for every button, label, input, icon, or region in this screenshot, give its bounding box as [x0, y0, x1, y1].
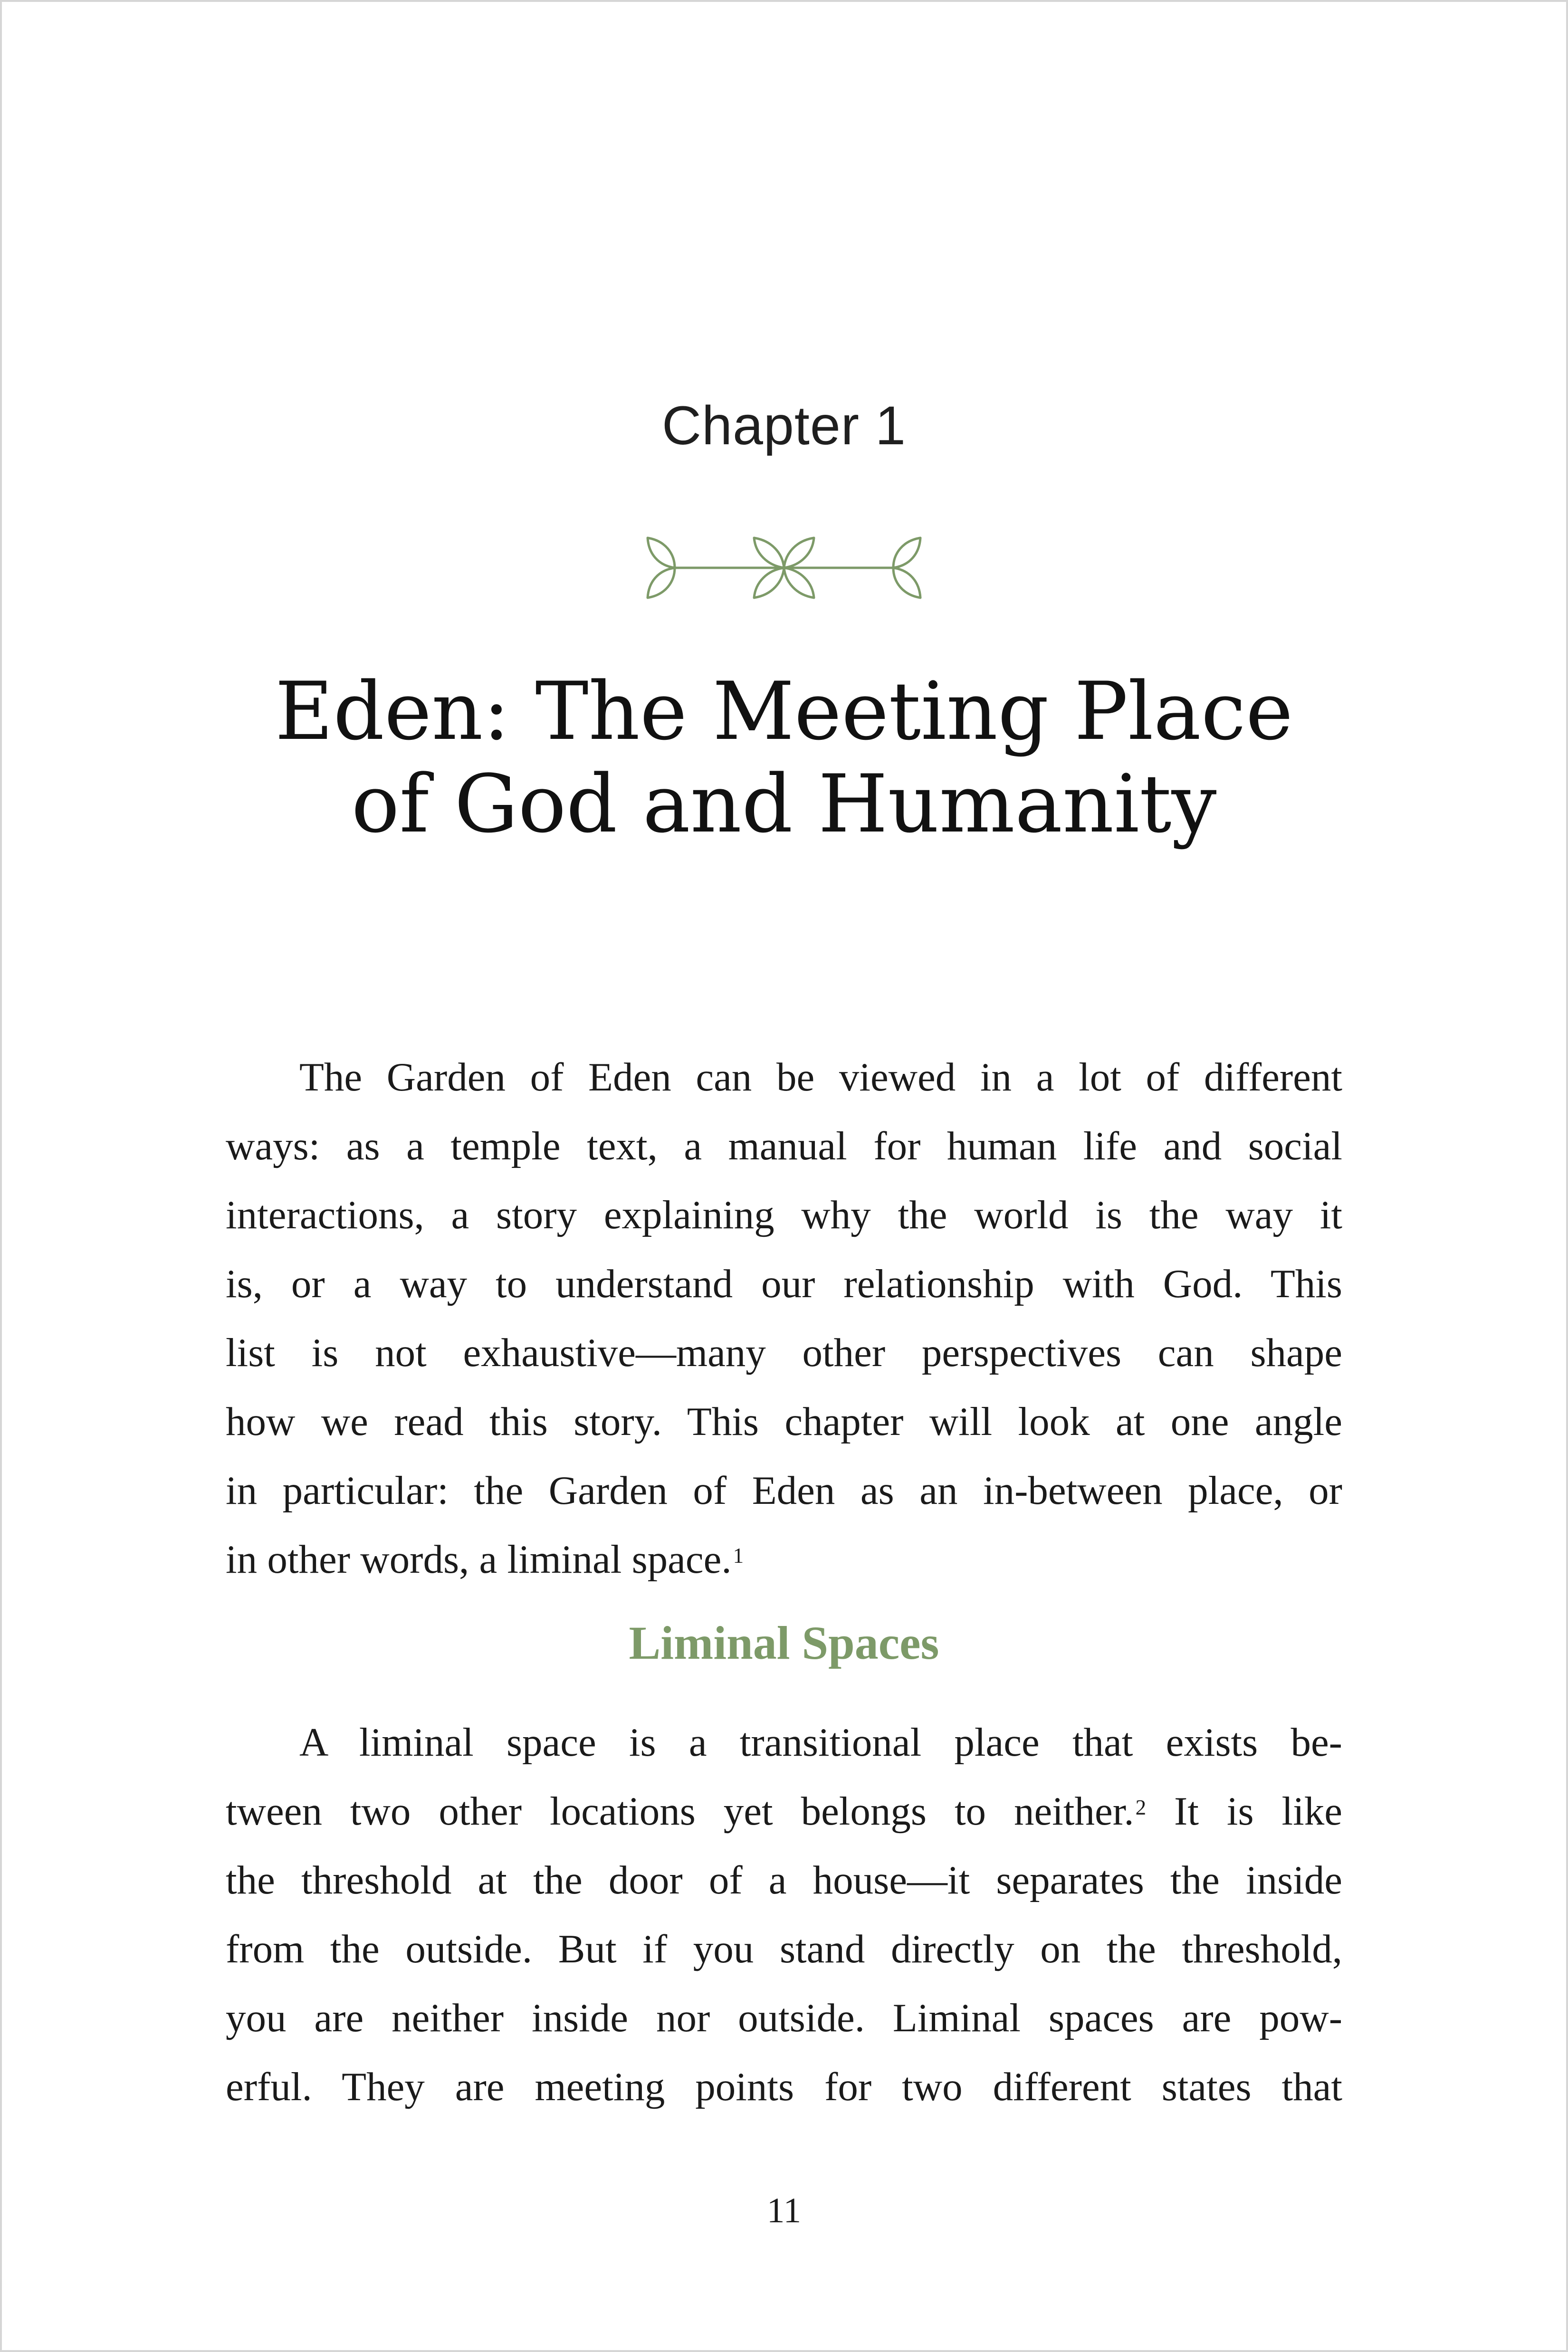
page-number: 11 — [766, 2191, 802, 2230]
paragraph-line-text: It is like — [1146, 1789, 1343, 1834]
paragraph-line-text: in other words, a liminal space. — [226, 1537, 732, 1582]
liminal-spaces-paragraph — [226, 1708, 1342, 2122]
section-heading: Liminal Spaces — [629, 1616, 939, 1669]
paragraph-line: from the outside. But if you stand directly on the threshold, — [226, 1927, 1342, 1971]
paragraph-line: the threshold at the door of a house—it separates the inside — [226, 1858, 1342, 1903]
chapter-title-line-1: Eden: The Meeting Place — [275, 665, 1293, 758]
paragraph-line: A liminal space is a transitional place that exists be- — [299, 1720, 1342, 1765]
paragraph-line-text: tween two other locations yet belongs to neither. — [226, 1789, 1134, 1834]
footnote-reference: 2 — [1135, 1796, 1147, 1819]
paragraph-line: list is not exhaustive—many other perspectives can shape — [226, 1330, 1342, 1375]
paragraph-line: interactions, a story explaining why the world is the way it — [226, 1193, 1342, 1237]
paragraph-line: in particular: the Garden of Eden as an in-between place, or — [226, 1468, 1342, 1513]
paragraph-line: ways: as a temple text, a manual for human life and social — [226, 1124, 1342, 1168]
leaf-vine-divider-icon — [644, 532, 924, 603]
chapter-title-line-2: of God and Humanity — [351, 757, 1217, 851]
paragraph-line: is, or a way to understand our relationship with God. This — [226, 1262, 1342, 1306]
paragraph-line — [226, 1777, 1342, 1846]
paragraph-line — [226, 1525, 1342, 1594]
chapter-label: Chapter 1 — [661, 395, 907, 456]
paragraph-line: The Garden of Eden can be viewed in a lot of different — [299, 1055, 1342, 1100]
chapter-title — [143, 665, 1425, 851]
paragraph-line: you are neither inside nor outside. Liminal spaces are pow- — [226, 1996, 1342, 2040]
intro-paragraph — [226, 1043, 1342, 1594]
paragraph-line: erful. They are meeting points for two different states that — [226, 2065, 1342, 2109]
paragraph-line: how we read this story. This chapter will look at one angle — [226, 1399, 1342, 1444]
footnote-reference: 1 — [733, 1544, 744, 1568]
